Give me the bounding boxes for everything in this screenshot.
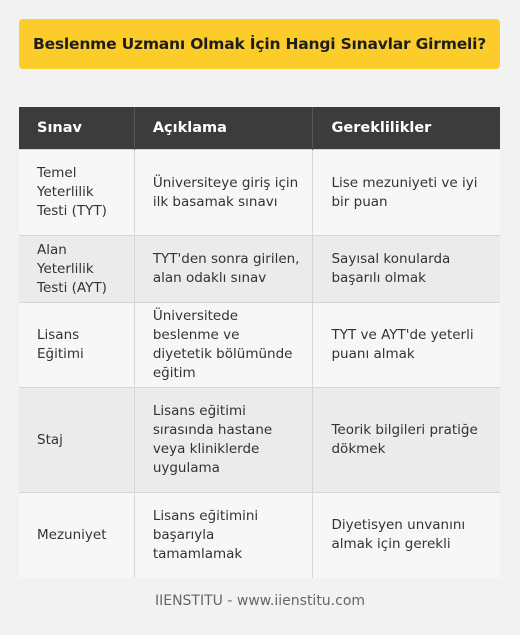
table-row	[19, 303, 500, 388]
cell-exam: Lisans Eğitimi	[19, 303, 134, 388]
column-header-description: Açıklama	[134, 107, 313, 150]
column-header-exam: Sınav	[19, 107, 134, 150]
cell-description: TYT'den sonra girilen, alan odaklı sınav	[134, 236, 313, 303]
table-row	[19, 388, 500, 493]
cell-description: Üniversiteye giriş için ilk basamak sınavı	[134, 150, 313, 236]
column-header-requirements: Gereklilikler	[313, 107, 500, 150]
cell-exam: Mezuniyet	[19, 493, 134, 578]
table-row	[19, 150, 500, 236]
cell-requirements: TYT ve AYT'de yeterli puanı almak	[313, 303, 500, 388]
cell-exam: Staj	[19, 388, 134, 493]
cell-requirements: Sayısal konularda başarılı olmak	[313, 236, 500, 303]
cell-requirements: Diyetisyen unvanını almak için gerekli	[313, 493, 500, 578]
cell-requirements: Teorik bilgileri pratiğe dökmek	[313, 388, 500, 493]
exam-table	[19, 107, 500, 578]
footer-credit: IIENSTITU - www.iienstitu.com	[154, 593, 366, 609]
cell-description: Üniversitede beslenme ve diyetetik bölümünde eğitim	[134, 303, 313, 388]
page-title: Beslenme Uzmanı Olmak İçin Hangi Sınavlar Girmeli?	[19, 19, 500, 69]
cell-description: Lisans eğitimi sırasında hastane veya kliniklerde uygulama	[134, 388, 313, 493]
table-row	[19, 493, 500, 578]
table-header-row	[19, 107, 500, 150]
cell-exam: Temel Yeterlilik Testi (TYT)	[19, 150, 134, 236]
cell-exam: Alan Yeterlilik Testi (AYT)	[19, 236, 134, 303]
cell-description: Lisans eğitimini başarıyla tamamlamak	[134, 493, 313, 578]
cell-requirements: Lise mezuniyeti ve iyi bir puan	[313, 150, 500, 236]
table-row	[19, 236, 500, 303]
